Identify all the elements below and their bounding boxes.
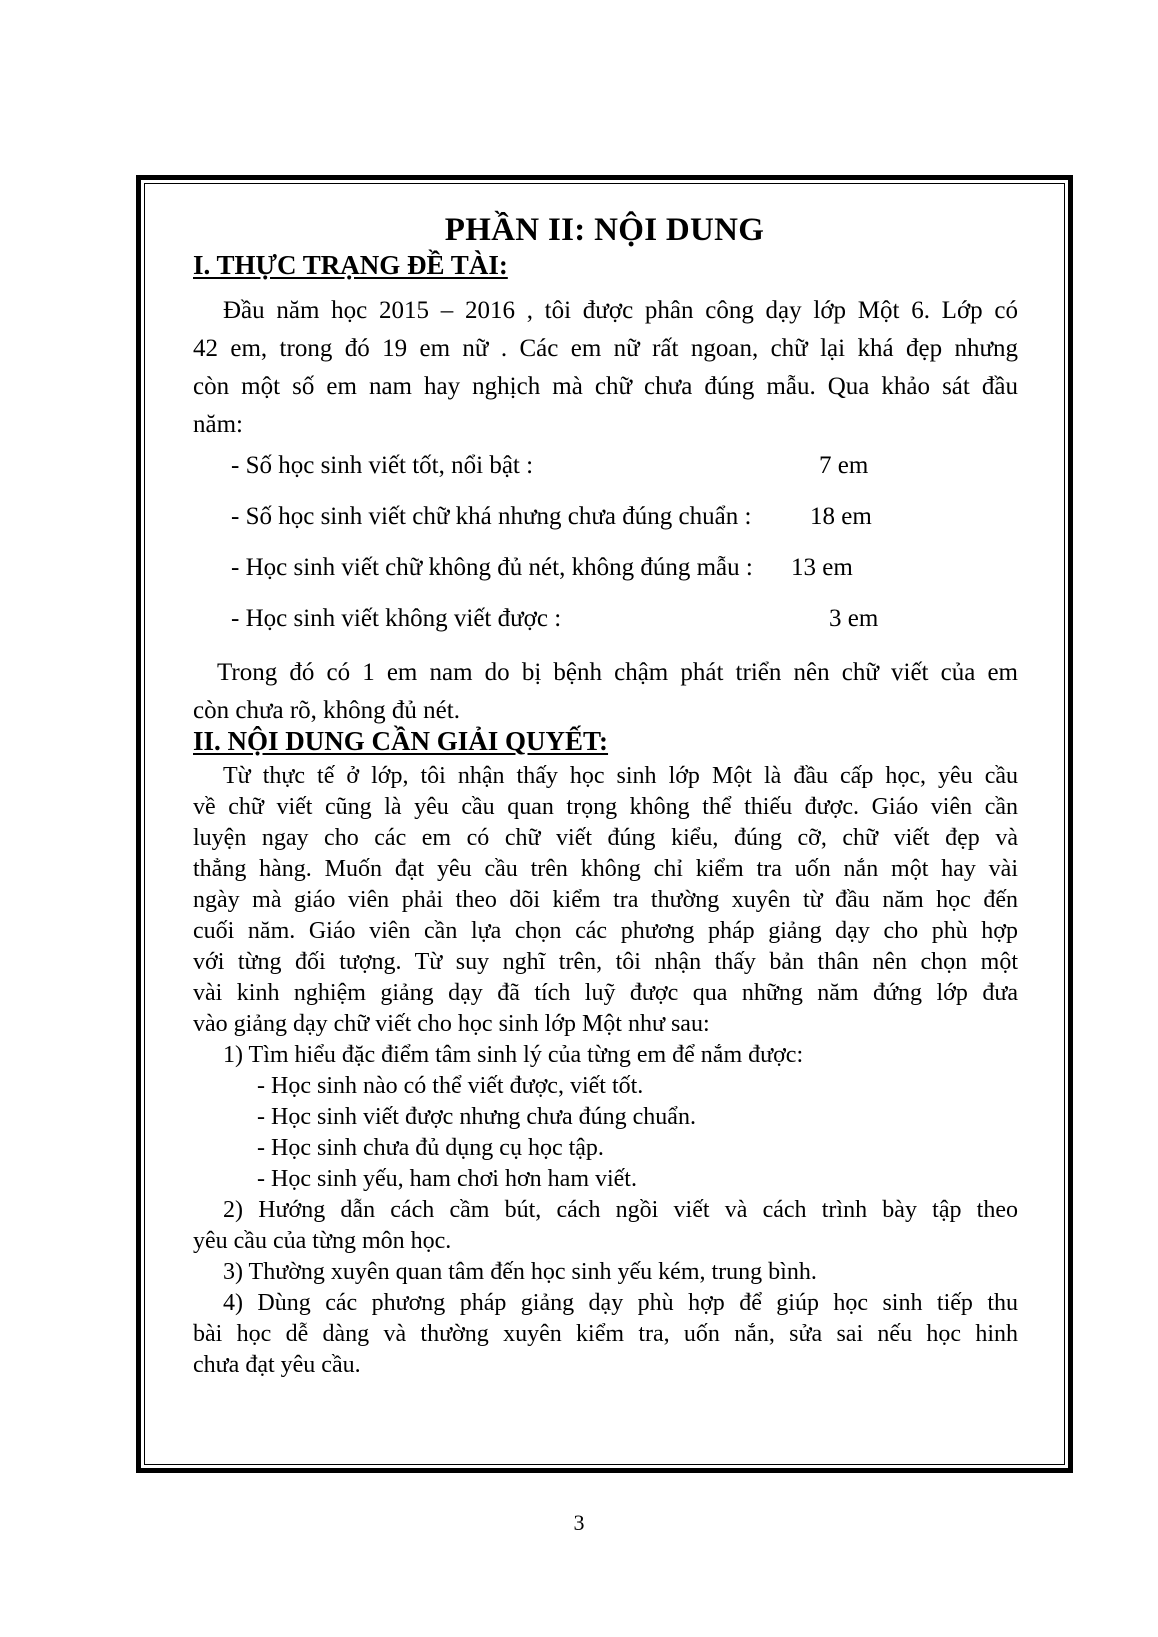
note-line: còn chưa rõ, không đủ nét. xyxy=(193,697,460,724)
body-line: với từng đối tượng. Từ suy nghĩ trên, tôi nhận thấy bản thân nên chọn một xyxy=(193,949,1018,975)
body-line: Từ thực tế ở lớp, tôi nhận thấy học sinh lớp Một là đầu cấp học, yêu cầu xyxy=(223,763,1018,789)
section-1-note xyxy=(193,654,1018,730)
stat-row xyxy=(231,452,991,486)
list-item: 1) Tìm hiểu đặc điểm tâm sinh lý của từng em để nắm được: xyxy=(223,1042,804,1068)
note-line: Trong đó có 1 em nam do bị bệnh chậm phát triển nên chữ viết của em xyxy=(217,659,1018,686)
list-item: 4) Dùng các phương pháp giảng dạy phù hợp để giúp học sinh tiếp thu xyxy=(223,1290,1018,1316)
body-line: bài học dễ dàng và thường xuyên kiểm tra, uốn nắn, sửa sai nếu học hinh xyxy=(193,1321,1018,1347)
page-border xyxy=(136,175,1073,1473)
page-number: 3 xyxy=(573,1510,585,1535)
body-line: về chữ viết cũng là yêu cầu quan trọng không thể thiếu được. Giáo viên cần xyxy=(193,794,1018,820)
section-2-body xyxy=(193,761,1018,1381)
intro-line: Đầu năm học 2015 – 2016 , tôi được phân công dạy lớp Một 6. Lớp có xyxy=(223,297,1018,324)
body-line: chưa đạt yêu cầu. xyxy=(193,1352,361,1378)
body-line: thẳng hàng. Muốn đạt yêu cầu trên không chỉ kiểm tra uốn nắn một hay vài xyxy=(193,856,1018,882)
list-item: 3) Thường xuyên quan tâm đến học sinh yếu kém, trung bình. xyxy=(223,1259,817,1285)
stat-label: - Số học sinh viết chữ khá nhưng chưa đúng chuẩn : xyxy=(231,503,752,530)
stat-label: - Học sinh viết không viết được : xyxy=(231,605,562,632)
list-subitem: - Học sinh nào có thể viết được, viết tốt. xyxy=(257,1073,644,1099)
intro-line: năm: xyxy=(193,411,243,438)
body-line: vào giảng dạy chữ viết cho học sinh lớp Một như sau: xyxy=(193,1011,710,1037)
stat-label: - Học sinh viết chữ không đủ nét, không đúng mẫu : xyxy=(231,554,753,581)
stat-value: 7 em xyxy=(819,452,869,479)
body-line: ngày mà giáo viên phải theo dõi kiểm tra thường xuyên từ đầu năm học đến xyxy=(193,887,1018,913)
stat-value: 18 em xyxy=(810,503,872,530)
section-2-heading: II. NỘI DUNG CẦN GIẢI QUYẾT: xyxy=(193,726,609,756)
stat-row xyxy=(231,605,991,639)
section-1-heading: I. THỰC TRẠNG ĐỀ TÀI: xyxy=(193,250,508,280)
list-item: 2) Hướng dẫn cách cầm bút, cách ngồi viết và cách trình bày tập theo xyxy=(223,1197,1018,1223)
list-subitem: - Học sinh chưa đủ dụng cụ học tập. xyxy=(257,1135,604,1161)
stat-row xyxy=(231,503,991,537)
intro-line: còn một số em nam hay nghịch mà chữ chưa đúng mẫu. Qua khảo sát đầu xyxy=(193,373,1018,400)
stat-row xyxy=(231,554,991,588)
intro-line: 42 em, trong đó 19 em nữ . Các em nữ rất ngoan, chữ lại khá đẹp nhưng xyxy=(193,335,1018,362)
page-title: PHẦN II: NỘI DUNG xyxy=(444,212,765,248)
body-line: luyện ngay cho các em có chữ viết đúng kiểu, đúng cỡ, chữ viết đẹp và xyxy=(193,825,1018,851)
body-line: vài kinh nghiệm giảng dạy đã tích luỹ được qua những năm đứng lớp đưa xyxy=(193,980,1018,1006)
body-line: cuối năm. Giáo viên cần lựa chọn các phương pháp giảng dạy cho phù hợp xyxy=(193,918,1018,944)
body-line: yêu cầu của từng môn học. xyxy=(193,1228,452,1254)
stat-label: - Số học sinh viết tốt, nổi bật : xyxy=(231,452,534,479)
stat-value: 13 em xyxy=(791,554,853,581)
stat-value: 3 em xyxy=(829,605,879,632)
section-1-intro xyxy=(193,292,1018,444)
list-subitem: - Học sinh viết được nhưng chưa đúng chuẩn. xyxy=(257,1104,696,1130)
list-subitem: - Học sinh yếu, ham chơi hơn ham viết. xyxy=(257,1166,637,1192)
